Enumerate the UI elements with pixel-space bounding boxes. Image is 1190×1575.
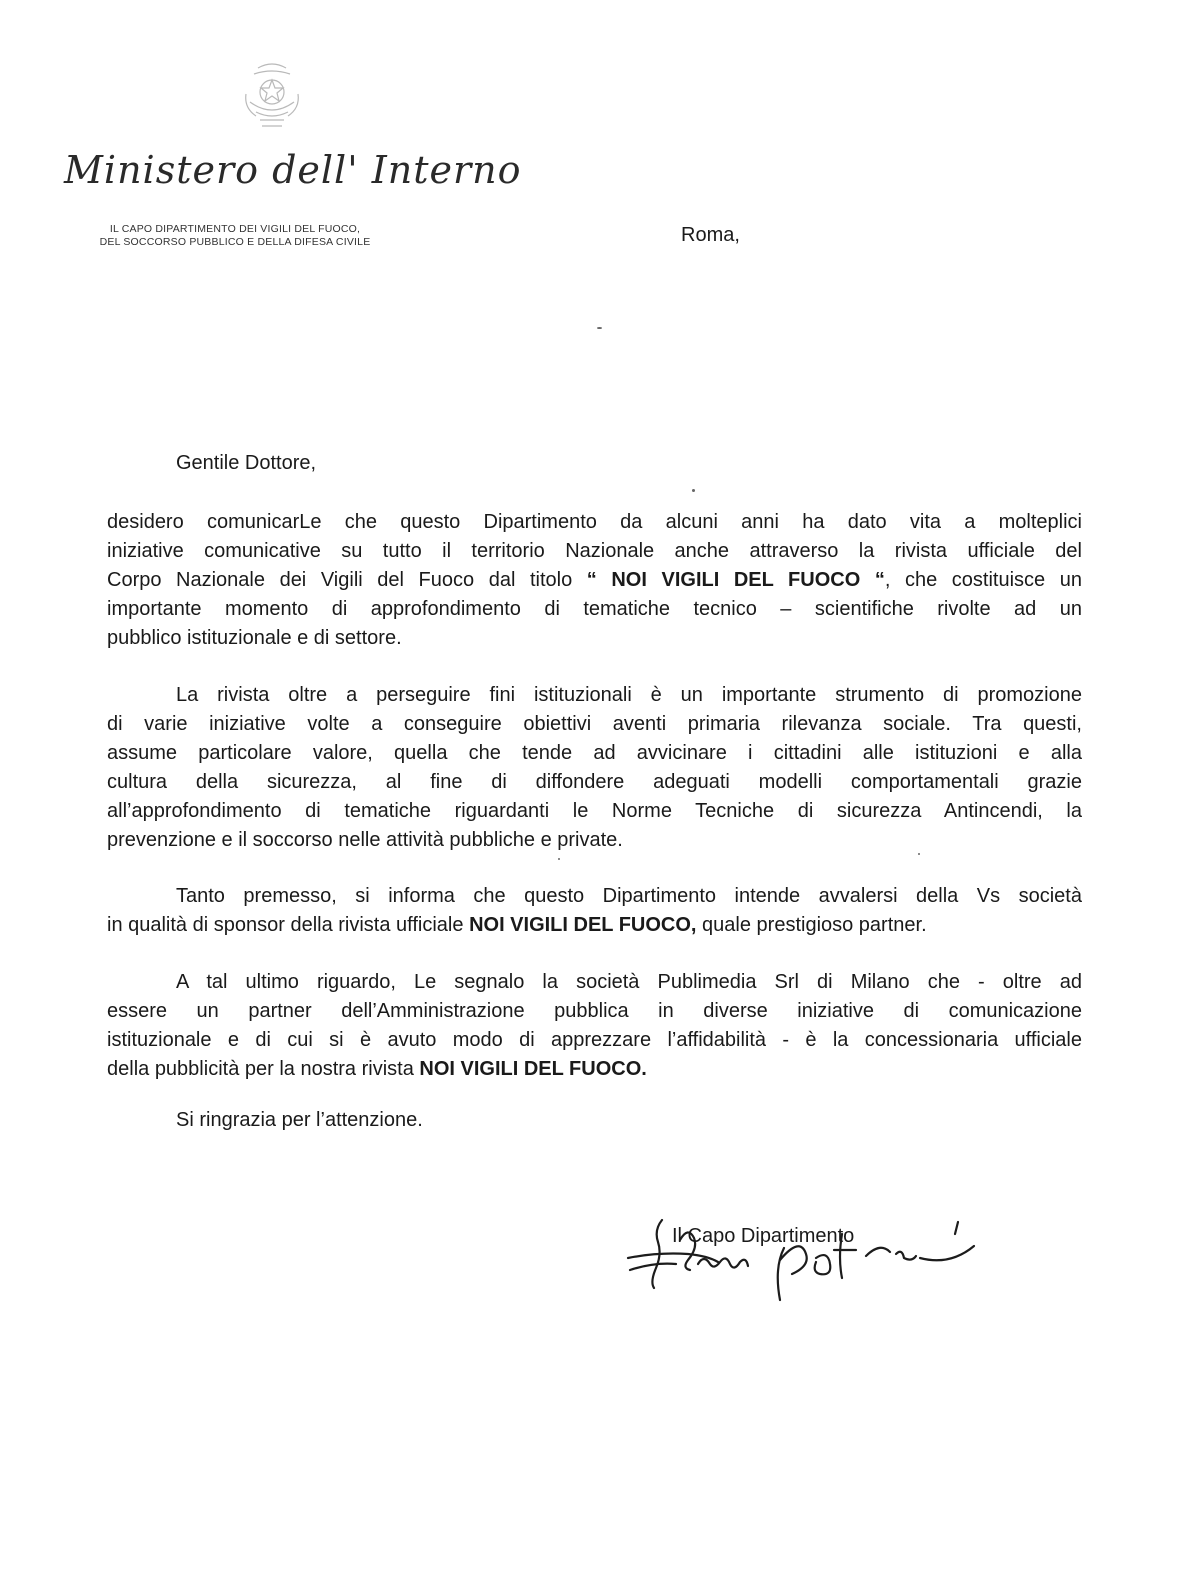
signature-block xyxy=(620,1200,980,1320)
place-date: Roma, xyxy=(681,224,740,246)
text-line: iniziative comunicative su tutto il territorio Nazionale anche attraverso la rivista ufficiale del xyxy=(107,540,1082,562)
closing-line: Si ringrazia per l’attenzione. xyxy=(176,1109,423,1131)
text-line: prevenzione e il soccorso nelle attività pubbliche e private. xyxy=(107,829,623,851)
department-line-2: DEL SOCCORSO PUBBLICO E DELLA DIFESA CIVILE xyxy=(99,236,371,248)
text-line: assume particolare valore, quella che tende ad avvicinare i cittadini alle istituzioni e alla xyxy=(107,742,1082,764)
department-line-1: IL CAPO DIPARTIMENTO DEI VIGILI DEL FUOCO, xyxy=(109,223,361,235)
text-segment: Corpo Nazionale dei Vigili del Fuoco dal titolo xyxy=(107,569,587,591)
state-emblem-icon xyxy=(236,58,308,136)
text-line xyxy=(107,566,1082,595)
paragraph-1 xyxy=(107,508,1082,653)
text-line: importante momento di approfondimento di tematiche tecnico – scientifiche rivolte ad un xyxy=(107,598,1082,620)
scan-speck xyxy=(692,489,695,492)
paragraph-3 xyxy=(107,882,1082,940)
text-line: istituzionale e di cui si è avuto modo di apprezzare l’affidabilità - è la concessionaria ufficiale xyxy=(107,1029,1082,1051)
salutation: Gentile Dottore, xyxy=(176,452,317,474)
text-line: Tanto premesso, si informa che questo Dipartimento intende avvalersi della Vs società xyxy=(176,885,1082,907)
paragraph-4 xyxy=(107,968,1082,1084)
text-line: essere un partner dell’Amministrazione pubblica in diverse iniziative di comunicazione xyxy=(107,1000,1082,1022)
text-line: cultura della sicurezza, al fine di diffondere adeguati modelli comportamentali grazie xyxy=(107,771,1082,793)
text-line xyxy=(107,911,1082,940)
signer-title: Il Capo Dipartimento xyxy=(672,1225,855,1247)
text-segment: , che costituisce un xyxy=(884,569,1082,591)
text-line: pubblico istituzionale e di settore. xyxy=(107,627,402,649)
text-segment: quale prestigioso partner. xyxy=(696,914,927,936)
text-line: La rivista oltre a perseguire fini istituzionali è un importante strumento di promozione xyxy=(176,684,1082,706)
magazine-title: “ NOI VIGILI DEL FUOCO “ xyxy=(586,569,885,591)
ministry-name: Ministero dell' Interno xyxy=(64,148,522,192)
scan-speck xyxy=(558,858,560,860)
text-line: A tal ultimo riguardo, Le segnalo la società Publimedia Srl di Milano che - oltre ad xyxy=(176,971,1082,993)
text-segment: in qualità di sponsor della rivista ufficiale xyxy=(107,914,470,936)
scan-speck xyxy=(597,327,602,329)
text-line: di varie iniziative volte a conseguire obiettivi aventi primaria rilevanza sociale. Tra questi, xyxy=(107,713,1082,735)
magazine-title: NOI VIGILI DEL FUOCO, xyxy=(469,914,697,936)
text-segment: della pubblicità per la nostra rivista xyxy=(107,1058,420,1080)
magazine-title: NOI VIGILI DEL FUOCO. xyxy=(419,1058,647,1080)
paragraph-2 xyxy=(107,681,1082,855)
text-line: desidero comunicarLe che questo Dipartimento da alcuni anni ha dato vita a molteplici xyxy=(107,511,1082,533)
text-line: all’approfondimento di tematiche riguardanti le Norme Tecniche di sicurezza Antincendi, la xyxy=(107,800,1082,822)
text-line xyxy=(107,1055,1082,1084)
handwritten-signature xyxy=(620,1200,980,1320)
